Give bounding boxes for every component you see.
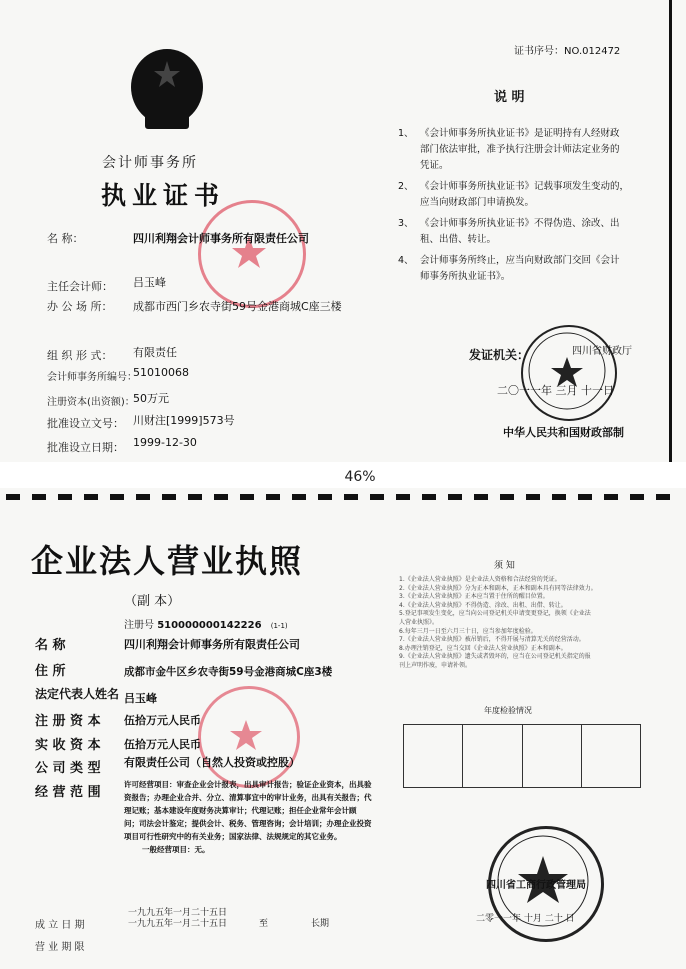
established-label: 成 立 日 期 xyxy=(35,920,85,931)
notice-item: 4.《企业法人营业执照》不得伪造、涂改、出租、出借、转让。 xyxy=(399,601,567,609)
explanation-item: 3、 《会计师事务所执业证书》不得伪造、涂改、出 租、出借、转让。 xyxy=(398,218,620,245)
annual-check-cell xyxy=(463,725,522,787)
notice-list xyxy=(399,576,671,671)
annual-check-title: 年度检验情况 xyxy=(484,706,532,715)
company-seal-icon xyxy=(198,686,300,788)
lic-scope-text: 许可经营项目：审查企业会计报表，出具审计报告；验证企业资本，出具验 资报告；办理企业合并、分立、清算事宜中的审计业务，出具有关报告；代 理记账；基本建设年度财务决算审计；代理记账；担任企业常年会计顾 问；司法会计鉴定；提供会计、税务、管理咨询；会计培训；办理企业投资 项目可行性研究中的有关业务；国家法律、法规规定的其它业务。 一般经营项目：无。 xyxy=(124,780,372,854)
lic-scope-label: 经 营 范 围 xyxy=(35,785,101,800)
issuer-name: 四川省财政厅 xyxy=(572,346,632,357)
term-to-word: 至 xyxy=(259,919,269,929)
license-title: 企业法人营业执照 xyxy=(31,542,304,580)
notice-item: 1.《企业法人营业执照》是企业法人资格和合法经营的凭证。 xyxy=(399,576,561,583)
notice-item: 8.办理注销登记，应当交回《企业法人营业执照》正本和副本。 xyxy=(399,644,567,652)
notice-title: 须 知 xyxy=(494,561,515,571)
finance-dept-seal-icon xyxy=(521,325,617,421)
notice-item: 人营业执照》。 xyxy=(399,618,439,626)
lic-paid-capital-value: 伍拾万元人民币 xyxy=(124,738,201,751)
notice-item: 刊上声明作废，申请补领。 xyxy=(399,661,472,669)
issuer-type: 会计师事务所 xyxy=(102,155,198,171)
field-firm-number-label: 会计师事务所编号： xyxy=(47,372,137,383)
edge-line xyxy=(669,0,672,462)
notice-item: 9.《企业法人营业执照》遗失或者毁坏的，应当在公司登记机关指定的报 xyxy=(399,653,591,661)
field-approval-no-label: 批准设立文号： xyxy=(47,417,124,430)
notice-item: 7.《企业法人营业执照》被吊销后，不得开展与清算无关的经营活动。 xyxy=(399,636,585,644)
lic-reg-capital-label: 注 册 资 本 xyxy=(35,714,101,729)
lic-address-label: 住 所 xyxy=(35,664,66,679)
lic-rep-label: 法定代表人姓名 xyxy=(35,687,120,701)
issue-date: 二〇一一年 三月 十一日 xyxy=(497,384,614,397)
field-firm-number-value: 51010068 xyxy=(133,366,189,379)
field-approval-date-label: 批准设立日期： xyxy=(47,441,124,454)
lic-reg-capital-value: 伍拾万元人民币 xyxy=(124,714,201,727)
field-approval-date-value: 1999-12-30 xyxy=(133,436,197,449)
field-name-label: 名 称： xyxy=(47,232,84,245)
copy-label: （副 本） xyxy=(124,594,181,609)
annual-check-cell xyxy=(523,725,582,787)
field-capital-value: 50万元 xyxy=(133,392,169,405)
lic-paid-capital-label: 实 收 资 本 xyxy=(35,738,101,753)
field-capital-label: 注册资本(出资额)： xyxy=(47,397,135,408)
bureau-issue-date: 二零一一年 十月 二十 日 xyxy=(476,914,575,924)
notice-item: 3.《企业法人营业执照》正本应当置于住所的醒目位置。 xyxy=(399,593,549,601)
firm-seal-icon xyxy=(198,200,306,308)
field-director-label: 主任会计师： xyxy=(47,280,113,293)
field-office-value: 成都市西门乡农寺街59号金港商城C座三楼 xyxy=(133,300,342,313)
lic-name-label: 名 称 xyxy=(35,638,66,653)
term-label: 营 业 期 限 xyxy=(35,942,85,953)
field-org-form-label: 组 织 形 式： xyxy=(47,349,113,362)
practice-certificate xyxy=(0,0,686,462)
lic-company-type-value: 有限责任公司（自然人投资或控股） xyxy=(124,756,300,769)
national-emblem-icon xyxy=(127,47,207,133)
field-director-value: 吕玉峰 xyxy=(133,276,166,289)
serial-number: 证书序号：NO.012472 xyxy=(514,46,621,57)
field-org-form-value: 有限责任 xyxy=(133,346,177,359)
notice-item: 6.每年三月一日至六月三十日，应当参加年度检验。 xyxy=(399,627,537,635)
explanation-title: 说 明 xyxy=(494,90,525,105)
lic-name-value: 四川利翔会计师事务所有限责任公司 xyxy=(124,638,300,651)
notice-item: 5.登记事项发生变化，应当向公司登记机关申请变更登记，换领《企业法 xyxy=(399,610,591,618)
percent-label: 46% xyxy=(344,469,376,485)
lic-address-value: 成都市金牛区乡农寺街59号金港商城C座3楼 xyxy=(124,666,333,678)
established-date: 一九九五年一月二十五日 xyxy=(128,919,228,929)
field-name-value: 四川利翔会计师事务所有限责任公司 xyxy=(133,232,309,245)
explanation-list xyxy=(398,126,668,285)
bureau-name: 四川省工商行政管理局 xyxy=(486,880,586,891)
lic-company-type-label: 公 司 类 型 xyxy=(35,761,101,776)
term-to: 长期 xyxy=(311,919,330,929)
field-approval-no-value: 川财注[1999]573号 xyxy=(133,414,235,427)
annual-check-cell xyxy=(582,725,640,787)
established-date-upper: 一九九五年一月二十五日 xyxy=(128,908,228,918)
explanation-item: 4、 会计师事务所终止，应当向财政部门交回《会计 师事务所执业证书》。 xyxy=(398,255,620,282)
business-license xyxy=(0,488,686,969)
annual-check-cell xyxy=(404,725,463,787)
explanation-item: 1、 《会计师事务所执业证书》是证明持有人经财政 部门依法审批，准予执行注册会计师法定业务的 凭证。 xyxy=(398,128,620,171)
annual-check-table xyxy=(403,724,641,788)
notice-item: 2.《企业法人营业执照》分为正本和副本，正本和副本具有同等法律效力。 xyxy=(399,584,597,592)
top-border xyxy=(6,494,680,500)
certificate-title: 执业证书 xyxy=(101,181,226,210)
field-office-label: 办 公 场 所： xyxy=(47,300,113,313)
lic-rep-value: 吕玉峰 xyxy=(124,692,157,705)
reg-no: 注册号 510000000142226 (1-1) xyxy=(124,620,288,631)
issuer-label: 发证机关： xyxy=(469,348,530,362)
ministry-label: 中华人民共和国财政部制 xyxy=(503,426,624,439)
explanation-item: 2、 《会计师事务所执业证书》记载事项发生变动的， 应当向财政部门申请换发。 xyxy=(398,181,630,208)
